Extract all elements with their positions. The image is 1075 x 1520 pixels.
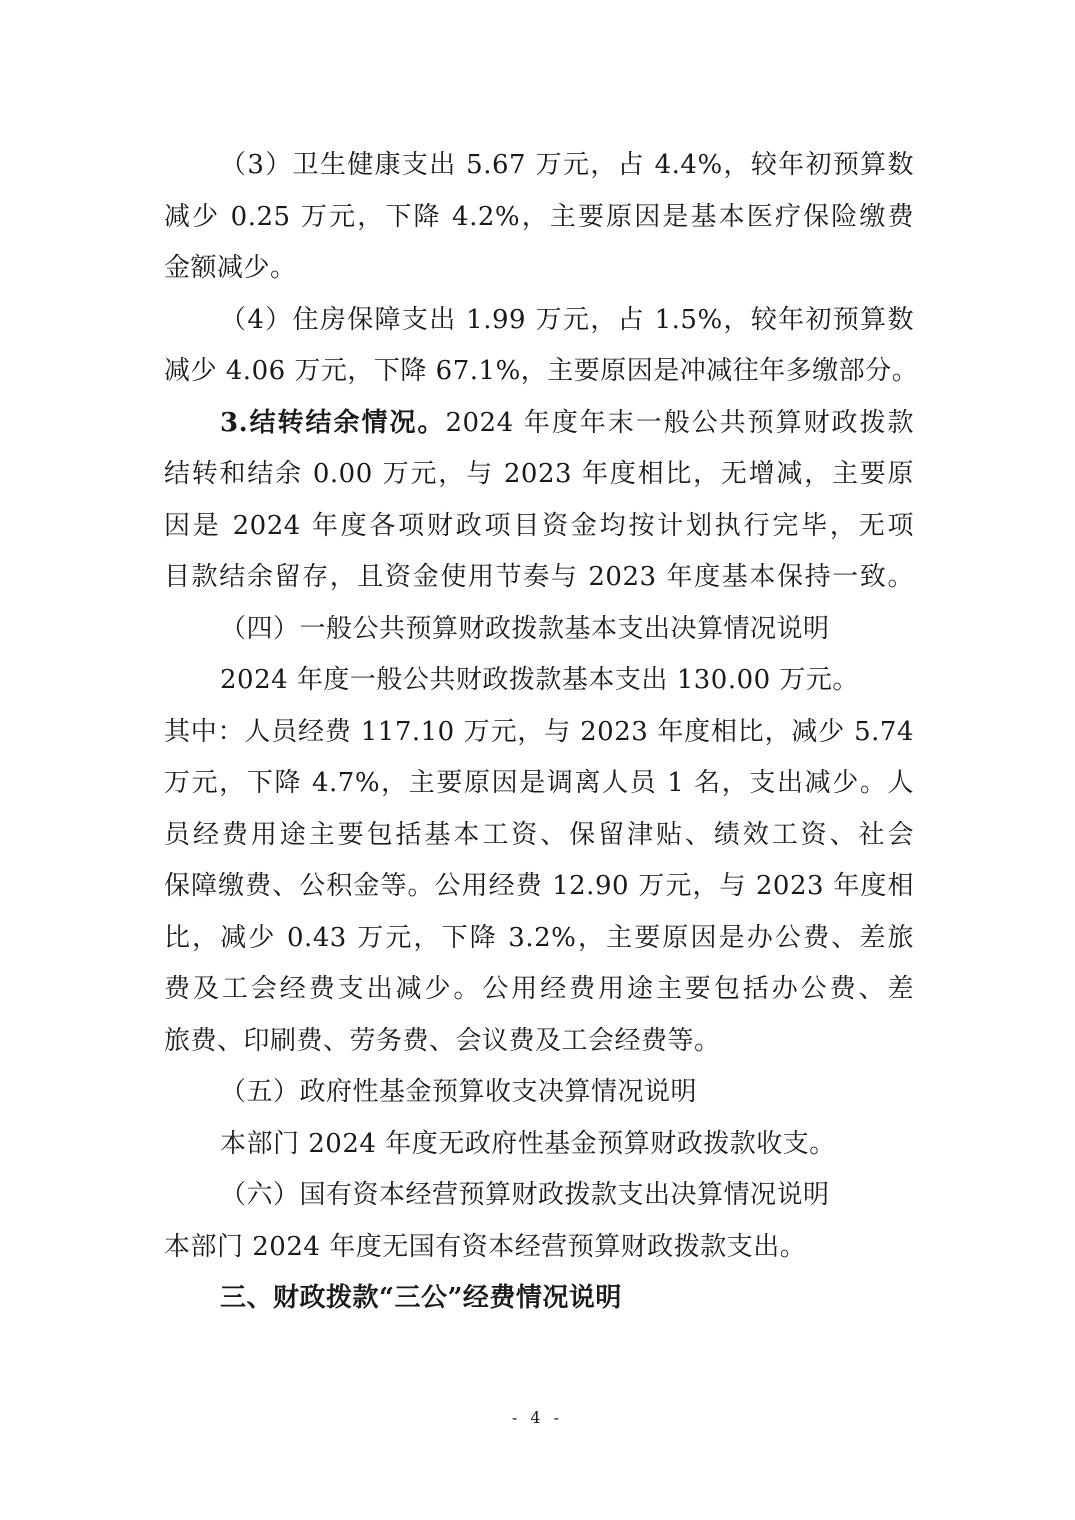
paragraph-line: 员经费用途主要包括基本工资、保留津贴、绩效工资、社会 [164, 819, 914, 850]
paragraph-line: 万元，下降 4.7%，主要原因是调离人员 1 名，支出减少。人 [164, 768, 914, 798]
paragraph-line: 旅费、印刷费、劳务费、会议费及工会经费等。 [164, 1025, 721, 1056]
paragraph-line: 金额减少。 [164, 253, 297, 283]
chapter-heading: 三、财政拨款“三公”经费情况说明 [220, 1283, 622, 1313]
paragraph-line: 目款结余留存，且资金使用节奏与 2023 年度基本保持一致。 [164, 562, 914, 592]
paragraph-text: 2024 年度年末一般公共预算财政拨款 [445, 407, 914, 438]
section-heading: （六）国有资本经营预算财政拨款支出决算情况说明 [220, 1180, 830, 1210]
bold-lead-in: 3.结转结余情况。 [220, 407, 446, 438]
paragraph-line: 本部门 2024 年度无国有资本经营预算财政拨款支出。 [164, 1231, 807, 1262]
paragraph-line: 其中：人员经费 117.10 万元，与 2023 年度相比，减少 5.74 [164, 716, 914, 747]
body-text [164, 140, 919, 1325]
paragraph-line: （3）卫生健康支出 5.67 万元，占 4.4%，较年初预算数 [220, 150, 914, 180]
paragraph-line: 费及工会经费支出减少。公用经费用途主要包括办公费、差 [164, 974, 914, 1004]
paragraph-line: 比，减少 0.43 万元，下降 3.2%，主要原因是办公费、差旅 [164, 922, 914, 953]
page-number: - 4 - [511, 1408, 564, 1427]
section-heading: （五）政府性基金预算收支决算情况说明 [220, 1077, 698, 1107]
paragraph-line: （4）住房保障支出 1.99 万元，占 1.5%，较年初预算数 [220, 304, 914, 335]
paragraph-line: 减少 4.06 万元，下降 67.1%，主要原因是冲减往年多缴部分。 [164, 356, 919, 386]
paragraph-line: 减少 0.25 万元，下降 4.2%，主要原因是基本医疗保险缴费 [164, 201, 914, 232]
section-heading: （四）一般公共预算财政拨款基本支出决算情况说明 [220, 613, 830, 644]
paragraph-line: 结转和结余 0.00 万元，与 2023 年度相比，无增减，主要原 [164, 459, 914, 489]
paragraph-line [164, 398, 914, 450]
paragraph-line: 2024 年度一般公共财政拨款基本支出 130.00 万元。 [220, 665, 859, 695]
paragraph-line: 本部门 2024 年度无政府性基金预算财政拨款收支。 [220, 1128, 836, 1159]
paragraph-line: 保障缴费、公积金等。公用经费 12.90 万元，与 2023 年度相 [164, 871, 914, 901]
paragraph-line: 因是 2024 年度各项财政项目资金均按计划执行完毕，无项 [164, 510, 914, 541]
